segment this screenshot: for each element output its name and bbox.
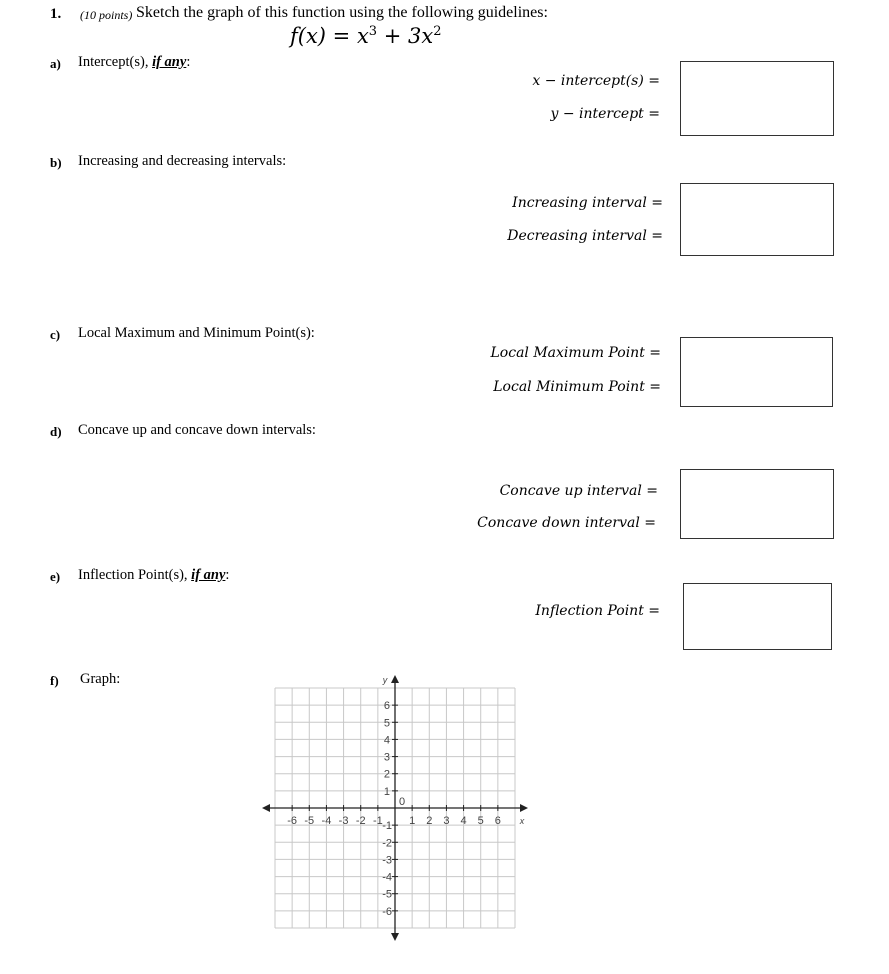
formula-mid: + 3x xyxy=(377,24,434,48)
part-e-label: Inflection Point(s), xyxy=(78,567,192,583)
y-tick-label: 6 xyxy=(383,700,390,713)
y-tick-label: 4 xyxy=(383,734,390,747)
part-f-letter: f) xyxy=(50,673,59,688)
part-a-letter: a) xyxy=(50,56,61,71)
part-a-if-any: if any xyxy=(152,54,187,70)
part-d-letter: d) xyxy=(50,424,62,439)
decreasing-interval-label: Decreasing interval = xyxy=(507,228,663,244)
part-e-if-any: if any xyxy=(191,567,226,583)
y-tick-label: 5 xyxy=(383,717,390,730)
part-b-letter: b) xyxy=(50,155,62,170)
y-axis-label: y xyxy=(382,675,388,685)
x-tick-label: -5 xyxy=(304,815,315,827)
x-tick-label: 6 xyxy=(494,815,501,827)
y-tick-label: -1 xyxy=(382,820,392,833)
x-tick-label: 1 xyxy=(409,815,416,827)
part-a-colon: : xyxy=(186,54,191,70)
y-tick-label: -4 xyxy=(382,871,392,884)
part-e-colon: : xyxy=(225,567,230,583)
part-b-text: Increasing and decreasing intervals: xyxy=(78,153,287,169)
part-f-text: Graph: xyxy=(80,671,121,687)
x-tick-label: -6 xyxy=(287,815,298,827)
x-tick-label: 4 xyxy=(460,815,467,827)
question-text: Sketch the graph of this function using the following guidelines: xyxy=(136,4,548,21)
part-e-letter: e) xyxy=(50,569,61,584)
x-tick-label: 3 xyxy=(443,815,450,827)
inflection-point-label: Inflection Point = xyxy=(535,603,660,619)
x-tick-label: -2 xyxy=(355,815,366,827)
tick-labels xyxy=(287,675,524,918)
y-tick-label: -6 xyxy=(382,905,392,918)
formula-exponent-2: 2 xyxy=(433,24,442,39)
y-tick-label: -2 xyxy=(382,837,392,850)
local-maximum-label: Local Maximum Point = xyxy=(490,345,661,361)
x-axis-left-arrow xyxy=(262,804,270,812)
x-tick-label: 5 xyxy=(477,815,484,827)
concave-down-label: Concave down interval = xyxy=(477,515,656,531)
part-c-letter: c) xyxy=(50,327,61,342)
question-number: 1. xyxy=(50,6,62,22)
x-axis-label: x xyxy=(519,816,525,826)
local-minimum-label: Local Minimum Point = xyxy=(493,379,661,395)
part-a-label: Intercept(s), xyxy=(78,54,153,70)
origin-label: 0 xyxy=(398,796,406,808)
question-points: (10 points) xyxy=(80,8,133,22)
y-tick-label: 3 xyxy=(383,751,390,764)
y-tick-label: -5 xyxy=(382,888,392,901)
x-tick-label: -1 xyxy=(372,815,383,827)
concave-up-label: Concave up interval = xyxy=(499,483,658,499)
x-tick-label: -3 xyxy=(338,815,349,827)
formula-lhs: f(x) = x xyxy=(290,24,369,48)
y-tick-label: -3 xyxy=(382,854,392,867)
axes xyxy=(262,675,528,941)
x-intercept-label: x − intercept(s) = xyxy=(532,73,660,89)
y-axis-up-arrow xyxy=(391,675,399,683)
y-intercept-label: y − intercept = xyxy=(550,106,660,122)
y-axis-down-arrow xyxy=(391,933,399,941)
x-tick-label: -4 xyxy=(321,815,332,827)
x-tick-label: 2 xyxy=(426,815,433,827)
part-d-text: Concave up and concave down intervals: xyxy=(78,422,316,438)
increasing-interval-label: Increasing interval = xyxy=(512,195,663,211)
y-tick-label: 2 xyxy=(383,768,390,781)
part-c-text: Local Maximum and Minimum Point(s): xyxy=(78,325,315,341)
y-tick-label: 1 xyxy=(383,785,390,798)
formula-exponent-3: 3 xyxy=(368,24,378,39)
x-axis-right-arrow xyxy=(520,804,528,812)
